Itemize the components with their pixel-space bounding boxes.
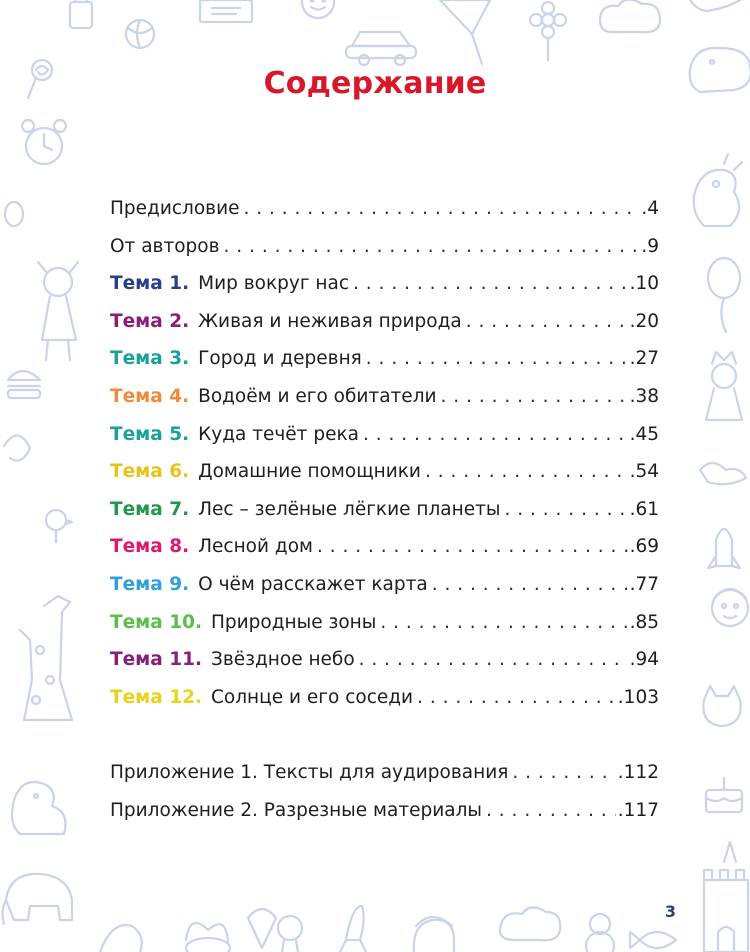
flower-icon [530,2,566,60]
toc-entry[interactable] [110,684,659,722]
toc-entry[interactable] [110,345,659,383]
toc-theme-number: Тема 4. [110,385,190,407]
toc-entry-page: .69 [629,536,659,558]
toc-theme-number: Тема 11. [110,649,202,671]
hand-icon [690,0,740,11]
car-icon [346,32,416,65]
toc-entry-label: Природные зоны [211,611,377,633]
toc-entry-label: Предисловие [110,198,240,219]
alarm-clock-icon [22,120,66,164]
toc-entry-label: Куда течёт река [198,423,359,445]
sign-board-icon [200,0,252,22]
toc-theme-number: Тема 9. [110,573,190,595]
toc-entry-page: .77 [629,573,659,595]
ball-icon [126,20,154,48]
burger-icon [8,371,40,398]
toc-dot-leader [366,345,628,373]
toc-entry-label: Звёздное небо [211,649,355,671]
toc-dot-leader [380,609,627,637]
elephant-icon [2,874,72,924]
toc-entry-page: .94 [629,649,659,671]
toc-entry-label: Приложение 1. Тексты для аудирования [110,762,509,783]
toc-entry-page: .38 [629,385,659,407]
cartoon-dino-icon [694,154,742,226]
toc-entry[interactable] [110,797,659,835]
toc-entry-label: От авторов [110,235,220,257]
egg-icon [5,202,23,226]
toc-entry-label: Приложение 2. Разрезные материалы [110,799,483,821]
toc-dot-leader [363,421,628,449]
toc-entry[interactable] [110,496,659,534]
toc-entry-page: .4 [641,198,659,219]
toc-theme-number: Тема 7. [110,498,190,520]
toc-entry-label: Живая и неживая природа [198,310,462,332]
toc-entry[interactable] [110,308,659,346]
toc-entry-label: Город и деревня [198,348,362,370]
ice-cream-icon [248,909,276,948]
toc-entry-label: Лесной дом [198,536,313,558]
toc-entry[interactable] [110,195,659,233]
toc-theme-number: Тема 5. [110,423,190,445]
balloon-icon [708,258,740,332]
toc-dot-leader [243,195,639,223]
snowman-icon [586,914,614,952]
toc-list [110,195,659,721]
page-title: Содержание [263,66,487,101]
toc-entry-page: .27 [629,348,659,370]
chick-icon [46,510,72,542]
toc-dot-leader [441,383,628,411]
toc-entry[interactable] [110,270,659,308]
toc-theme-number: Тема 10. [110,611,202,633]
toc-dot-leader [317,533,628,561]
toc-entry-page: .45 [629,423,659,445]
castle-icon [704,842,748,952]
toc-entry[interactable] [110,383,659,421]
knight-icon [706,352,742,420]
toc-entry-page: .85 [629,611,659,633]
flag-icon [440,0,490,64]
rocket-icon [708,529,740,568]
toc-entry[interactable] [110,571,659,609]
toc-entry-page: .20 [629,310,659,332]
toc-dot-leader [353,270,628,298]
toc-dot-leader [512,759,615,787]
toc-entry-label: Домашние помощники [198,461,421,483]
toc-appendix-list [110,759,659,834]
toc-dot-leader [425,458,628,486]
toc-dot-leader [224,233,640,261]
cloud-icon [600,0,660,32]
boy-sketch-icon [414,917,454,952]
toc-theme-number: Тема 8. [110,536,190,558]
toc-dot-leader [486,797,616,825]
toc-entry-label: Солнце и его соседи [211,686,414,708]
dinosaur-icon [12,782,66,834]
toc-entry-label: Водоём и его обитатели [198,385,437,407]
toc-entry[interactable] [110,646,659,684]
toc-entry-page: .112 [617,762,659,783]
toc-entry-page: .103 [617,686,659,708]
toc-dot-leader [359,646,628,674]
toc-entry-label: Лес – зелёные лёгкие планеты [198,498,501,520]
toc-entry-page: .54 [629,461,659,483]
smiley-icon [302,0,334,18]
cat-icon [703,686,740,726]
rocket-bottom-icon [340,906,366,952]
toc-theme-number: Тема 2. [110,310,190,332]
toc-entry[interactable] [110,609,659,647]
toc-entry-page: .10 [629,273,659,295]
cloud-bottom-icon [500,907,560,940]
toc-entry-label: О чём расскажет карта [198,573,428,595]
toc-entry[interactable] [110,233,659,271]
toc-dot-leader [505,496,628,524]
toc-entry[interactable] [110,458,659,496]
toc-theme-number: Тема 6. [110,461,190,483]
hat-icon [100,925,142,952]
giraffe-icon [20,596,72,720]
toc-entry-page: .117 [617,799,659,821]
bunny-icon [186,923,230,952]
pencil-cup-icon [70,0,92,28]
toc-entry-page: .9 [641,235,659,257]
chick-bottom-icon [278,916,302,952]
toc-theme-number: Тема 12. [110,686,202,708]
toc-entry[interactable] [110,533,659,571]
toc-theme-number: Тема 1. [110,273,190,295]
toc-entry[interactable] [110,759,659,797]
toc-entry[interactable] [110,421,659,459]
cake-icon [706,778,742,812]
toc-dot-leader [466,308,628,336]
toc-entry-label: Мир вокруг нас [198,273,350,295]
toc-entry-page: .61 [629,498,659,520]
page-number: 3 [664,902,676,921]
fish-icon [630,932,676,948]
boy-face-icon [712,589,748,626]
toc-dot-leader [417,684,616,712]
toc-theme-number: Тема 3. [110,348,190,370]
girl-icon [38,262,78,360]
toc-dot-leader [432,571,628,599]
snail-icon [4,435,30,460]
bird-icon [700,463,746,484]
